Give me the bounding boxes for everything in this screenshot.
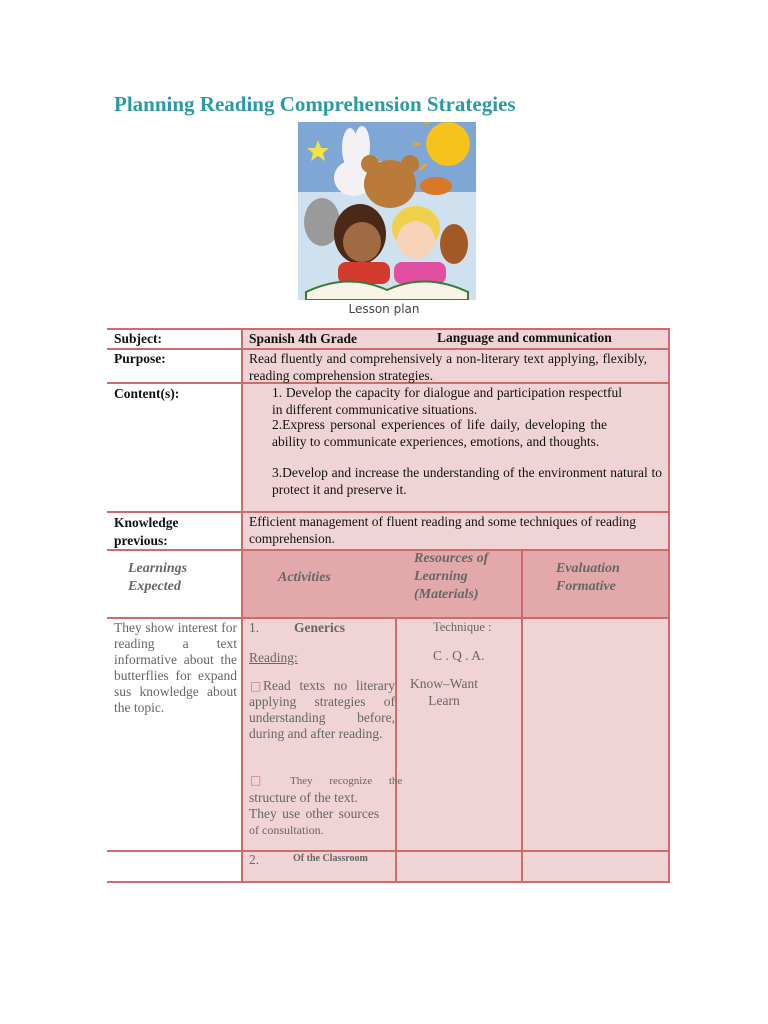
- content-item-1: 1. Develop the capacity for dialogue and participation respectful in different communicative situations.: [272, 385, 622, 417]
- image-caption: Lesson plan: [348, 302, 420, 316]
- table-border: [107, 617, 669, 619]
- table-border: [395, 617, 397, 883]
- reading-label: Reading:: [249, 650, 298, 665]
- activity-1-title: Generics: [294, 620, 345, 635]
- table-border: [107, 348, 669, 350]
- purpose-label: Purpose:: [114, 351, 166, 366]
- activity-1-number: 1.: [249, 620, 260, 635]
- activity-2-number: 2.: [249, 852, 260, 867]
- table-border: [241, 328, 243, 883]
- header-learnings: Learnings Expected: [128, 561, 188, 594]
- subject-label: Subject:: [114, 331, 162, 346]
- activity-bullet-2: They recognize the: [290, 775, 403, 787]
- technique-name: Know–Want Learn: [410, 676, 478, 708]
- header-resources: Resources of Learning (Materials): [414, 551, 489, 602]
- table-border: [668, 328, 670, 883]
- activity-line-5: of consultation.: [249, 823, 324, 837]
- children-reading-illustration: [298, 122, 476, 300]
- learnings-text: They show interest for reading a text informative about the butterflies for expand sus knowledge about the topic.: [114, 620, 237, 715]
- header-evaluation: Evaluation Formative: [556, 561, 620, 594]
- activity-line-3: structure of the text.: [249, 790, 358, 805]
- activity-bullet-1: Read texts no literary applying strategies of understanding before, during and after reading.: [249, 678, 395, 741]
- bullet-icon: □: [250, 773, 262, 787]
- technique-label: Technique :: [433, 620, 492, 634]
- subject-value: Spanish 4th Grade: [249, 331, 358, 346]
- content-item-3: 3.Develop and increase the understanding of the environment natural to protect it and preserve it.: [272, 465, 662, 497]
- table-border: [521, 549, 523, 883]
- contents-label: Content(s):: [114, 386, 180, 401]
- subject-area: Language and communication: [437, 330, 612, 345]
- content-item-2: 2.Express personal experiences of life daily, developing the ability to communicate experiences, emotions, and thoughts.: [272, 417, 607, 449]
- knowledge-value: Efficient management of fluent reading and some techniques of reading comprehension.: [249, 514, 636, 546]
- bullet-icon: □: [250, 679, 262, 693]
- technique-code: C . Q . A.: [433, 648, 485, 663]
- header-activities: Activities: [278, 570, 331, 585]
- activity-line-4: They use other sources: [249, 806, 380, 821]
- table-border: [107, 850, 669, 852]
- purpose-value: Read fluently and comprehensively a non-literary text applying, flexibly, reading comprehension strategies.: [249, 351, 647, 383]
- activity-2-title: Of the Classroom: [293, 853, 368, 864]
- page-title: Planning Reading Comprehension Strategies: [114, 92, 516, 116]
- table-border: [107, 511, 669, 513]
- table-border: [107, 881, 669, 883]
- knowledge-label: Knowledge previous:: [114, 515, 179, 548]
